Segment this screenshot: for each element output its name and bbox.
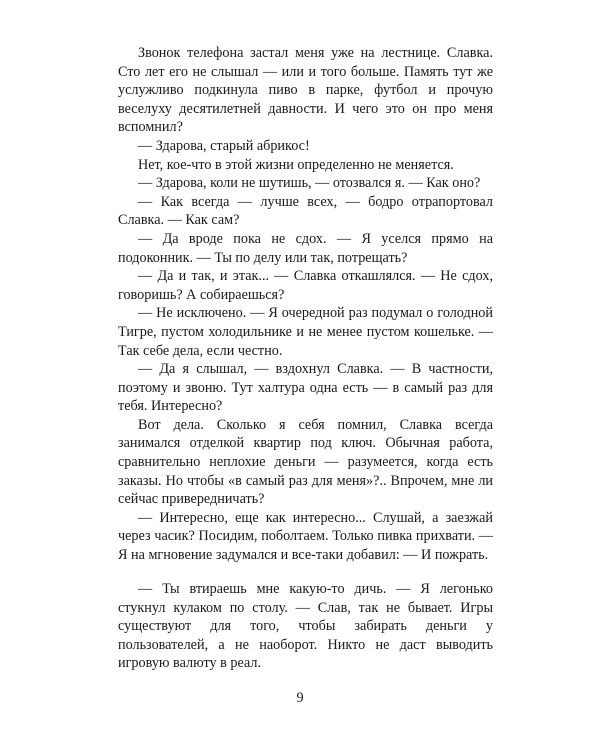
- paragraph: — Да я слышал, — вздохнул Славка. — В частности, поэтому и звоню. Тут халтура одна есть — в самый раз для тебя. Интересно?: [118, 361, 493, 415]
- paragraph: — Не исключено. — Я очередной раз подумал о голодной Тигре, пустом холодильнике и не менее пустом кошельке. — Так себе дела, если честно.: [118, 305, 493, 359]
- paragraph: — Да вроде пока не сдох. — Я уселся прямо на подоконник. — Ты по делу или так, потрещать?: [118, 230, 493, 266]
- paragraph: Вот дела. Сколько я себя помнил, Славка всегда занимался отделкой квартир под ключ. Обычная работа, сравнительно неплохие деньги — разумеется, когда есть заказы. Но чтобы «в самый раз для меня»?.. Впрочем, мне ли сейчас привередничать?: [118, 416, 493, 508]
- paragraph: — Ты втираешь мне какую-то дичь. — Я легонько стукнул кулаком по столу. — Слав, так не бывает. Игры существуют для того, чтобы забирать деньги у пользователей, а не наоборот. Никто не даст выводить игровую валюту в реал.: [118, 581, 493, 672]
- paragraph: — Здарова, старый абрикос!: [138, 137, 310, 154]
- paragraph: — Да и так, и этак... — Славка откашлялся. — Не сдох, говоришь? А собираешься?: [118, 268, 493, 303]
- text-block-lower: [118, 580, 493, 673]
- paragraph: Нет, кое-что в этой жизни определенно не меняется.: [138, 156, 454, 173]
- paragraph: — Интересно, еще как интересно... Слушай, а заезжай через часик? Посидим, поболтаем. Только пивка прихвати. — Я на мгновение задумался и все-таки добавил: — И пожрать.: [118, 509, 493, 564]
- paragraph: — Здарова, коли не шутишь, — отозвался я. — Как оно?: [138, 175, 481, 192]
- page-number: 9: [296, 690, 304, 706]
- paragraph: Звонок телефона застал меня уже на лестнице. Славка. Сто лет его не слышал — или и того больше. Память тут же услужливо подкинула пиво в парке, футбол и прочую веселуху десятилетней давности. И чего это он про меня вспомнил?: [118, 45, 493, 136]
- text-block-upper: [118, 44, 493, 565]
- paragraph: — Как всегда — лучше всех, — бодро отрапортовал Славка. — Как сам?: [118, 193, 493, 229]
